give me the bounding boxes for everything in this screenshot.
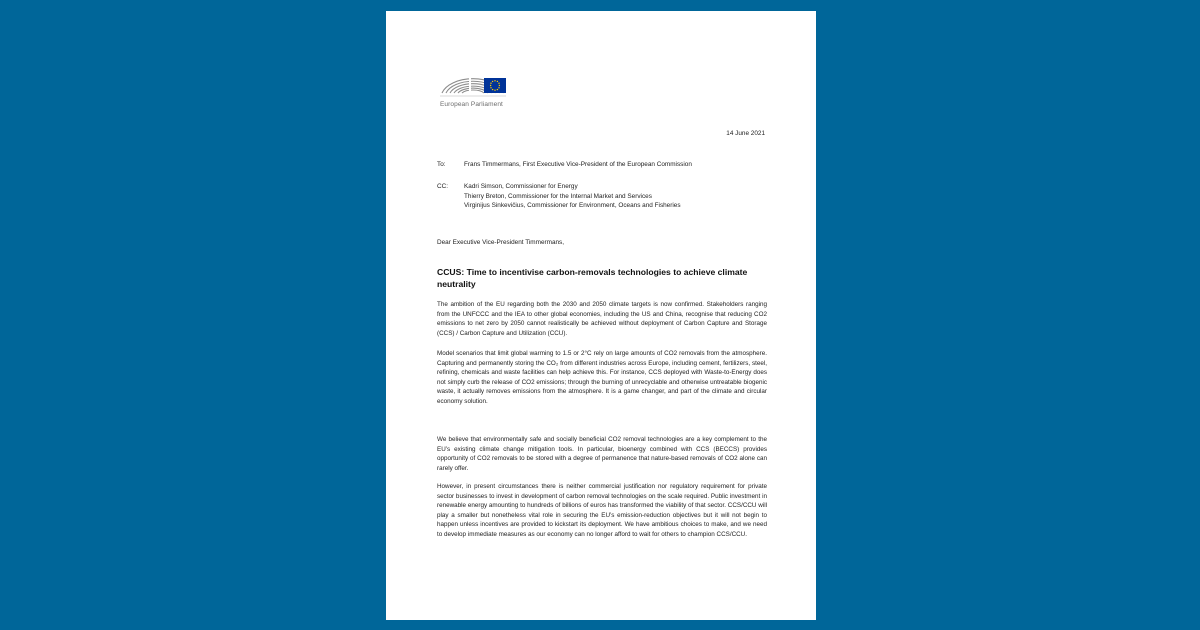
letter-date: 14 June 2021 xyxy=(726,130,765,137)
logo-text: European Parliament xyxy=(440,101,503,108)
body-paragraph: We believe that environmentally safe and socially beneficial CO2 removal technologies are a key complement to the EU’s existing climate change mitigation tools. In particular, bioenergy combined with CCS (BECCS) provides opportunity of CO2 removals to be stored with a degree of permanence that nature-based removals of CO2 alone can rarely offer. xyxy=(437,436,767,472)
recipient-line xyxy=(437,160,692,170)
cc-recipient: Kadri Simson, Commissioner for Energy xyxy=(464,183,578,190)
cc-recipient: Virginijus Sinkevičius, Commissioner for Environment, Oceans and Fisheries xyxy=(464,202,681,210)
salutation: Dear Executive Vice-President Timmermans, xyxy=(437,239,565,246)
body-paragraph: However, in present circumstances there is neither commercial justification nor regulatory requirement for private sector businesses to invest in development of carbon removal technologies on the scale required. Public investment in renewable energy amounting to hundreds of billions of euros has transformed the viability of that sector. CCS/CCU will play a smaller but nonetheless vital role in securing the EU’s emission-reduction objectives but it will not begin to happen unless incentives are provided to kickstart its deployment. We have ambitious choices to make, and we need to develop immediate measures as our economy can no longer afford to wait for others to champion CCS/CCU. xyxy=(437,483,767,538)
cc-recipient: Thierry Breton, Commissioner for the Internal Market and Services xyxy=(464,192,652,200)
cc-block xyxy=(437,182,681,211)
body-paragraph: The ambition of the EU regarding both the 2030 and 2050 climate targets is now confirmed. Stakeholders ranging from the UNFCCC and the IEA to other global economies, including the US and China, recognise that reducing CO2 emissions to net zero by 2050 cannot realistically be achieved without deployment of Carbon Capture and Storage (CCS) / Carbon Capture and Utilization (CCU). xyxy=(437,301,767,337)
body-paragraph: Model scenarios that limit global warming to 1.5 or 2°C rely on large amounts of CO2 removals from the atmosphere. Capturing and permanently storing the CO₂ from different industries across Europe, including cement, fertilizers, steel, refining, chemicals and waste facilities can help achieve this. For instance, CCS deployed with Waste-to-Energy does not simply curb the release of CO2 emissions; through the burning of unrecyclable and otherwise untreatable biogenic waste, it actually removes emissions from the atmosphere. It is a game changer, and part of the climate and circular economy solution. xyxy=(437,350,767,405)
cc-label: CC: xyxy=(437,183,449,190)
european-parliament-logo xyxy=(440,63,515,113)
to-label: To: xyxy=(437,161,446,168)
letter-page xyxy=(386,11,816,620)
parliament-hemicycle-icon xyxy=(440,63,515,103)
to-value: Frans Timmermans, First Executive Vice-President of the European Commission xyxy=(464,161,692,168)
eu-flag-icon xyxy=(484,78,506,93)
letter-subject: CCUS: Time to incentivise carbon-removals technologies to achieve climate neutrality xyxy=(437,267,748,289)
